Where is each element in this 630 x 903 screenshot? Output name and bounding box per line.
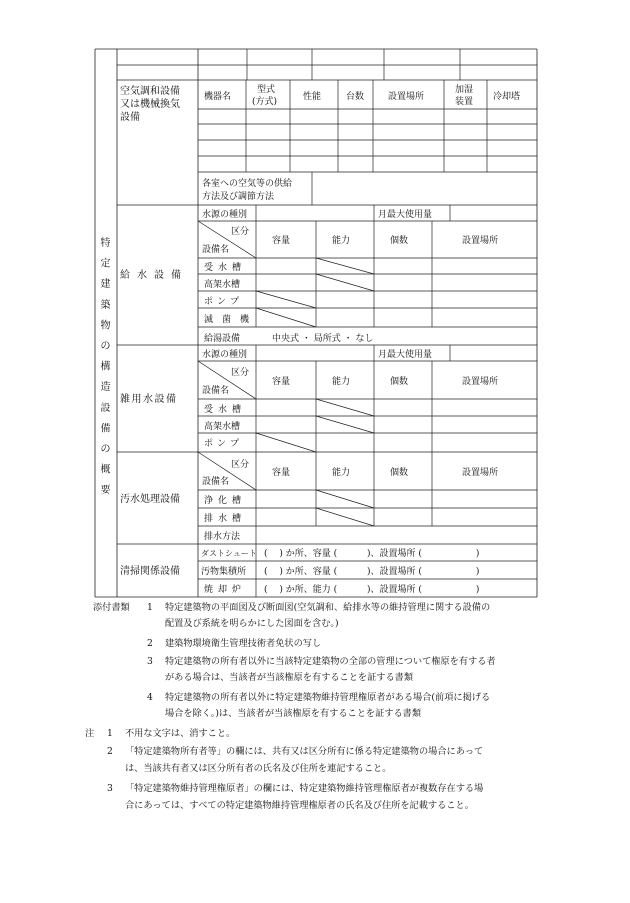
section-title <box>101 236 111 496</box>
hvac-header-type: 型式 <box>257 85 276 95</box>
water-max-usage-label: 月最大使用量 <box>378 210 433 220</box>
hot-water-label: 給湯設備 <box>204 334 241 344</box>
section-title-char: 構 <box>100 361 111 373</box>
misc-header-ability: 能力 <box>332 377 351 387</box>
water-row-sterilizer: 滅菌機 <box>204 315 259 325</box>
section-title-char: 築 <box>100 299 111 311</box>
water-corner-top: 区分 <box>231 227 250 237</box>
water-corner-bottom: 設備名 <box>202 245 230 255</box>
misc-header-count: 個数 <box>390 377 409 387</box>
sewage-row-drain-method: 排水方法 <box>204 532 241 542</box>
hvac-header-count: 台数 <box>346 92 365 102</box>
attachment-text: 特定建築物の所有者以外に当該特定建築物の全部の管理について権原を有する者 <box>165 656 496 667</box>
note-num: 2 <box>107 746 113 757</box>
misc-corner-top: 区分 <box>231 368 250 378</box>
note-num: 3 <box>107 783 113 794</box>
attachment-num: 3 <box>147 656 153 667</box>
attachment-num: 4 <box>147 692 153 703</box>
attachment-item-1 <box>93 600 563 616</box>
sewage-label: 汚水処理設備 <box>120 494 180 505</box>
cleaning-label: 清掃関係設備 <box>120 566 180 577</box>
attachment-num: 1 <box>147 602 153 613</box>
misc-source-label: 水源の種別 <box>202 350 248 360</box>
note-text: は、当該共有者又は区分所有者の氏名及び住所を連記すること。 <box>125 763 392 774</box>
notes-label: 注 <box>85 728 95 739</box>
section-title-char: 特 <box>100 238 111 249</box>
sewage-corner-top: 区分 <box>231 460 250 470</box>
sewage-header-count: 個数 <box>390 468 409 478</box>
cleaning-text-dust-chute: ( ) か所、容量 ( )、設置場所 ( ) <box>264 549 480 559</box>
water-source-label: 水源の種別 <box>202 210 248 220</box>
attachment-item-2 <box>93 636 563 654</box>
hvac-header-location: 設置場所 <box>388 92 425 102</box>
water-row-receiving-tank: 受水槽 <box>204 263 247 273</box>
note-text: 不用な文字は、消すこと。 <box>125 728 236 739</box>
cleaning-text-incinerator: ( ) か所、能力 ( )、設置場所 ( ) <box>264 585 480 595</box>
attachment-text: 建築物環境衛生管理技術者免状の写し <box>165 638 322 649</box>
hvac-label-2: 又は機械換気 <box>120 99 180 110</box>
section-title-char: 設 <box>100 402 111 414</box>
misc-header-location: 設置場所 <box>462 377 499 387</box>
attachment-text: 特定建築物の所有者以外に特定建築物維持管理権原者がある場合(前項に掲げる <box>165 692 491 703</box>
hvac-header-performance: 性能 <box>303 92 322 102</box>
attachment-text: がある場合は、当該者が当該権原を有することを証する書類 <box>165 672 414 683</box>
hvac-label-1: 空気調和設備 <box>120 86 180 97</box>
attachment-item-4 <box>93 690 563 706</box>
hvac-header-device: 機器名 <box>204 92 232 102</box>
misc-max-usage-label: 月最大使用量 <box>378 350 433 360</box>
water-header-capacity: 容量 <box>272 236 291 246</box>
note-text: 「特定建築物維持管理権原者」の欄には、特定建築物維持管理権原者が複数存在する場 <box>125 783 484 794</box>
section-title-char: 要 <box>100 485 111 497</box>
water-header-ability: 能力 <box>332 236 351 246</box>
misc-header-capacity: 容量 <box>272 377 291 387</box>
water-header-location: 設置場所 <box>462 236 499 246</box>
misc-corner-bottom: 設備名 <box>202 386 230 396</box>
note-text: 「特定建築物所有者等」の欄には、共有又は区分所有に係る特定建築物の場合にあって <box>125 746 484 757</box>
misc-row-pump: ポンプ <box>204 439 244 449</box>
hvac-header-cooling-tower: 冷却塔 <box>493 92 521 102</box>
section-title-char: 造 <box>100 382 111 394</box>
water-header-count: 個数 <box>390 236 409 246</box>
cleaning-row-dust-chute: ダストシュート <box>201 549 257 558</box>
misc-row-elevated-tank: 高架水槽 <box>204 422 241 432</box>
section-title-char: 定 <box>100 258 111 270</box>
sewage-header-ability: 能力 <box>332 468 351 478</box>
section-title-char: の <box>100 341 111 352</box>
section-title-char: 備 <box>100 423 111 435</box>
attachment-item-3 <box>93 654 563 670</box>
hvac-supply-method-1: 各室への空気等の供給 <box>202 179 293 189</box>
attachments-and-notes <box>85 600 563 815</box>
note-item-1 <box>85 726 563 744</box>
misc-row-receiving-tank: 受水槽 <box>204 405 247 415</box>
note-num: 1 <box>107 728 113 739</box>
water-supply-label: 給水設備 <box>120 270 188 281</box>
attachment-num: 2 <box>147 638 153 649</box>
hvac-supply-method-2: 方法及び調節方法 <box>202 192 275 202</box>
hvac-header-humidifier-device: 装置 <box>455 97 474 107</box>
cleaning-text-waste-collection: ( ) か所、容量 ( )、設置場所 ( ) <box>264 567 480 577</box>
section-title-char: の <box>100 444 111 455</box>
note-text: 合にあっては、すべての特定建築物維持管理権原者の氏名及び住所を記載すること。 <box>125 800 474 811</box>
section-title-char: 建 <box>100 279 111 291</box>
sewage-row-drain-tank: 排水槽 <box>204 514 247 524</box>
sewage-header-location: 設置場所 <box>462 468 499 478</box>
water-row-elevated-tank: 高架水槽 <box>204 280 241 290</box>
hvac-header-type-method: (方式) <box>252 97 278 107</box>
cleaning-row-waste-collection: 汚物集積所 <box>201 567 247 577</box>
section-title-char: 物 <box>100 320 111 332</box>
sewage-row-septic-tank: 浄化槽 <box>204 496 247 506</box>
sewage-header-capacity: 容量 <box>272 468 291 478</box>
section-title-char: 概 <box>100 464 111 476</box>
hvac-header-humidifier: 加湿 <box>455 85 474 95</box>
note-item-2 <box>85 744 563 761</box>
misc-water-label: 雑用水設備 <box>120 394 178 405</box>
attachment-text: 特定建築物の平面図及び断面図(空気調和、給排水等の維持管理に関する設備の <box>165 602 491 613</box>
water-row-pump: ポンプ <box>204 297 244 307</box>
attachment-text: 場合を除く。)は、当該者が当該権原を有することを証する書類 <box>165 708 422 719</box>
cleaning-row-incinerator: 焼却炉 <box>204 585 247 595</box>
note-item-3 <box>85 781 563 798</box>
attachments-label: 添付書類 <box>93 602 130 613</box>
hvac-label-3: 設備 <box>120 112 140 123</box>
sewage-corner-bottom: 設備名 <box>202 477 230 487</box>
hot-water-options: 中央式 ・ 局所式 ・ なし <box>272 334 374 344</box>
attachment-text: 配置及び系統を明らかにした図面を含む。) <box>165 618 339 629</box>
